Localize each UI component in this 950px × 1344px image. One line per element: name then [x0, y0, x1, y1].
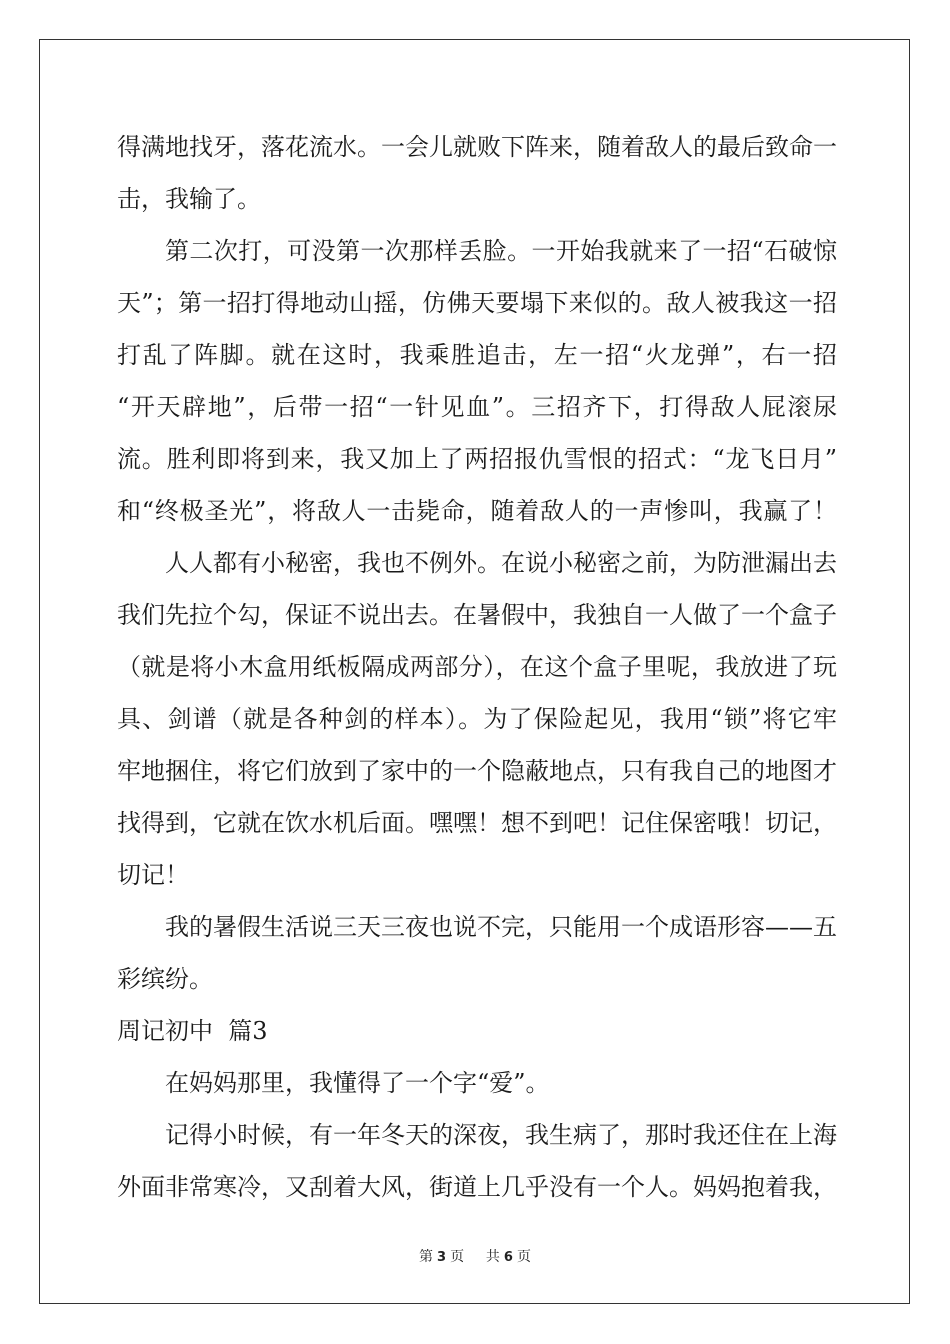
paragraph-line: 第二次打，可没第一次那样丢脸。一开始我就来了一招“石破惊: [165, 237, 837, 265]
paragraph-line: 牢地捆住，将它们放到了家中的一个隐蔽地点，只有我自己的地图才: [117, 757, 837, 785]
footer-page-total: 6: [503, 1250, 513, 1265]
paragraph-line: 击，我输了。: [117, 185, 261, 213]
section-heading: 周记初中 篇3: [117, 1017, 268, 1045]
page-footer: [0, 1246, 950, 1266]
paragraph-line: 我的暑假生活说三天三夜也说不完，只能用一个成语形容——五: [165, 913, 837, 941]
footer-page-unit: 页: [450, 1249, 465, 1265]
paragraph-line: “开天辟地”，后带一招“一针见血”。三招齐下，打得敌人屁滚尿: [117, 393, 837, 421]
paragraph-line: 和“终极圣光”，将敌人一击毙命，随着敌人的一声惨叫，我赢了！: [117, 497, 837, 525]
paragraph-line: 在妈妈那里，我懂得了一个字“爱”。: [165, 1069, 550, 1097]
footer-page-prefix: 第: [419, 1249, 434, 1265]
footer-total-prefix: 共: [485, 1249, 500, 1265]
paragraph-line: 记得小时候，有一年冬天的深夜，我生病了，那时我还住在上海: [165, 1121, 837, 1149]
paragraph-line: 打乱了阵脚。就在这时，我乘胜追击，左一招“火龙弹”，右一招: [117, 341, 837, 369]
paragraph-line: 彩缤纷。: [117, 965, 213, 993]
paragraph-line: 天”；第一招打得地动山摇，仿佛天要塌下来似的。敌人被我这一招: [117, 289, 837, 317]
document-body: [117, 121, 837, 1213]
paragraph-line: 具、剑谱（就是各种剑的样本）。为了保险起见，我用“锁”将它牢: [117, 705, 837, 733]
paragraph-line: 找得到，它就在饮水机后面。嘿嘿！想不到吧！记住保密哦！切记，: [117, 809, 837, 837]
footer-total-unit: 页: [516, 1249, 531, 1265]
paragraph-line: 得满地找牙，落花流水。一会儿就败下阵来，随着敌人的最后致命一: [117, 133, 837, 161]
paragraph-line: （就是将小木盒用纸板隔成两部分），在这个盒子里呢，我放进了玩: [117, 653, 837, 681]
paragraph-line: 外面非常寒冷，又刮着大风，街道上几乎没有一个人。妈妈抱着我，: [117, 1173, 837, 1201]
paragraph-line: 人人都有小秘密，我也不例外。在说小秘密之前，为防泄漏出去: [165, 549, 837, 577]
paragraph-line: 流。胜利即将到来，我又加上了两招报仇雪恨的招式：“龙飞日月”: [117, 445, 837, 473]
footer-page-current: 3: [437, 1250, 447, 1265]
paragraph-line: 切记！: [117, 861, 189, 889]
paragraph-line: 我们先拉个勾，保证不说出去。在暑假中，我独自一人做了一个盒子: [117, 601, 837, 629]
